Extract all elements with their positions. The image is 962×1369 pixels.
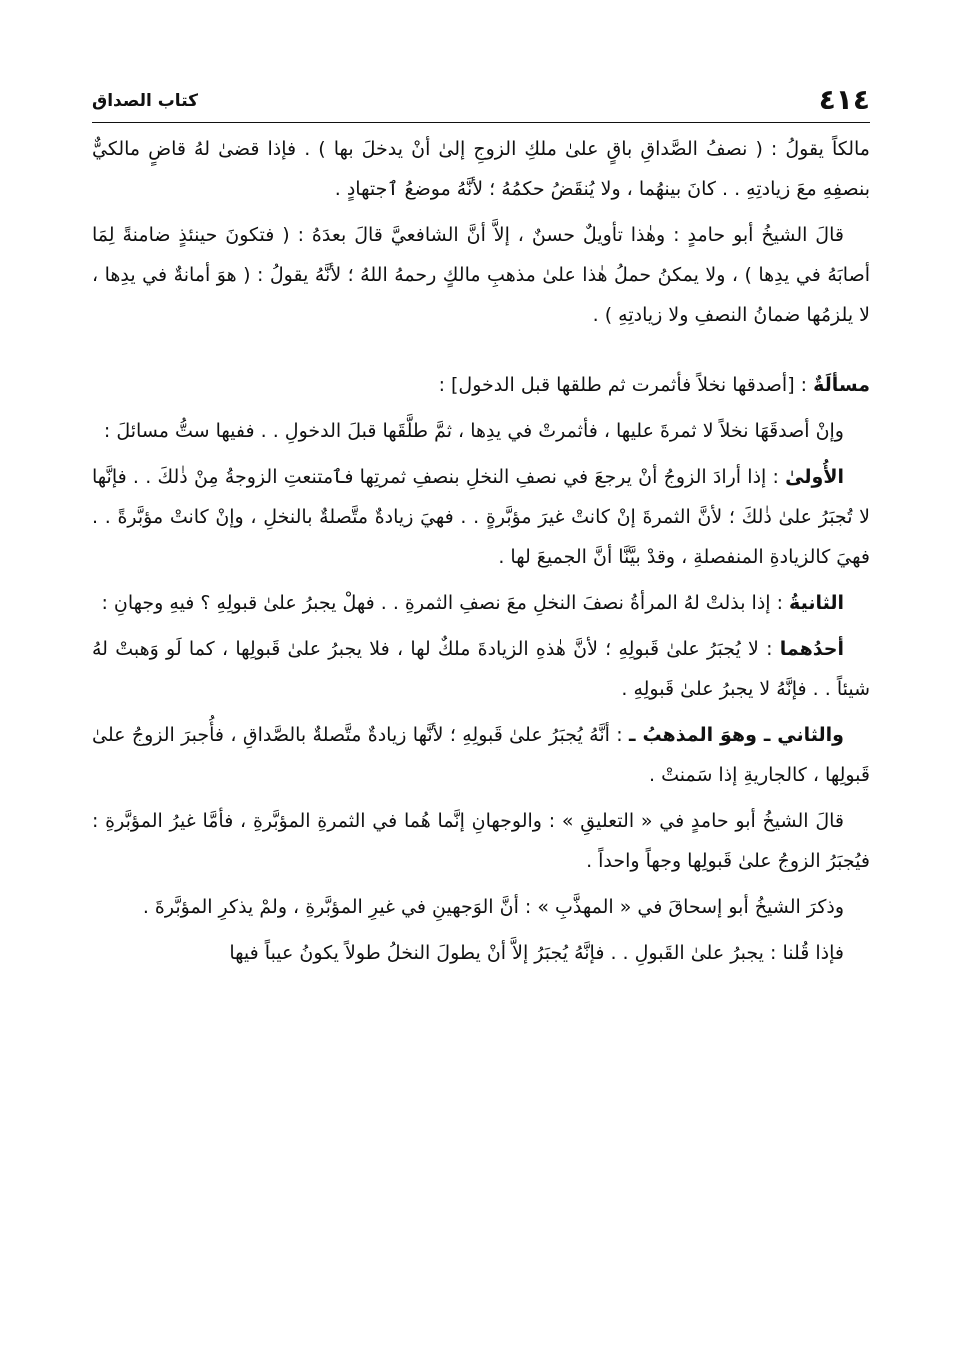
issue-heading-lead: مسألَةٌ bbox=[813, 374, 870, 396]
case-lead: الأُولىٰ bbox=[785, 466, 844, 488]
paragraph-text: وإنْ أصدقَهَا نخلاً لا ثمرةَ عليها ، فأثمرتْ في يدِها ، ثمَّ طلَّقَها قبلَ الدخولِ . . ففيها ستُّ مسائلَ : bbox=[103, 420, 844, 442]
paragraph-11 bbox=[92, 933, 870, 973]
paragraph-first-case bbox=[92, 457, 870, 577]
paragraph-second-case bbox=[92, 583, 870, 623]
issue-heading-text: : [أصدقها نخلاً فأثمرت ثم طلقها قبل الدخول] : bbox=[438, 374, 814, 396]
view-lead: والثاني ـ وهوَ المذهبُ ـ bbox=[629, 724, 844, 746]
paragraph-2 bbox=[92, 215, 870, 335]
book-page bbox=[92, 78, 870, 1348]
paragraph-1 bbox=[92, 129, 870, 209]
paragraph-text: : أنَّهُ يُجبَرُ علىٰ قَبولِهِ ؛ لأنَّها زيادةٌ متَّصلةٌ بالصَّداقِ ، فأُجبرَ الزوجُ علىٰ قَبولِها ، كالجاريةِ إذا سَمنتْ . bbox=[92, 724, 870, 786]
page-number: ٤١٤ bbox=[818, 83, 870, 116]
paragraph-text: وذكرَ الشيخُ أبو إسحاقَ في « المهذَّبِ » : أنَّ الوَجهينِ في غيرِ المؤبَّرةِ ، ولمْ يذكرِ المؤبَّرةَ . bbox=[142, 896, 844, 918]
view-lead: أحدُهما bbox=[779, 638, 844, 660]
header-rule bbox=[92, 122, 870, 123]
paragraph-9 bbox=[92, 801, 870, 881]
paragraph-4 bbox=[92, 411, 870, 451]
paragraph-text: : إذا أرادَ الزوجُ أنْ يرجعَ في نصفِ النخلِ بنصفِ ثمرتِها فٱمتنعتِ الزوجةُ مِنْ ذٰلكَ . . فإنَّها لا تُجبَرُ علىٰ ذٰلكَ ؛ لأنَّ الثمرةَ إنْ كانتْ غيرَ مؤبَّرةٍ . . فهيَ زيادةٌ متَّصلةٌ بالنخلِ ، وإنْ كانتْ مؤبَّرةً . . فهيَ كالزيادةِ المنفصلةِ ، وقدْ بيَّنَّا أنَّ الجميعَ لها . bbox=[92, 466, 870, 568]
paragraph-text: قالَ الشيخُ أبو حامدٍ في « التعليقِ » : والوجهانِ إنَّما هُما في الثمرةِ المؤبَّرةِ ، فأمَّا غيرُ المؤبَّرةِ : فيُجبَرُ الزوجُ علىٰ قَبولِها وجهاً واحداً . bbox=[92, 810, 870, 872]
paragraph-text: قالَ الشيخُ أبو حامدٍ : وهٰذا تأويلٌ حسنٌ ، إلاَّ أنَّ الشافعيَّ قالَ بعدَهُ : ( فتكونَ حينئذٍ ضامنةً لِمَا أصابَهُ في يدِها ) ، ولا يمكنُ حملُ هٰذا علىٰ مذهبِ مالكٍ رحمهُ اللهُ ؛ لأنَّهُ يقولُ : ( هوَ أمانةٌ في يدِها ، لا يلزمُها ضمانُ النصفِ ولا زيادتِهِ ) . bbox=[92, 224, 870, 326]
paragraph-second-view bbox=[92, 715, 870, 795]
issue-heading bbox=[92, 365, 870, 405]
paragraph-text: فإذا قُلنا : يجبرُ علىٰ القَبولِ . . فإنَّهُ يُجبَرُ إلاَّ أنْ يطولَ النخلُ طولاً يكونُ عيباً فيها bbox=[229, 942, 844, 964]
paragraph-10 bbox=[92, 887, 870, 927]
paragraph-text: : إذا بذلتْ لهُ المرأةُ نصفَ النخلِ معَ نصفِ الثمرةِ . . فهلْ يجبرُ علىٰ قبولِهِ ؟ فيهِ وجهانِ : bbox=[101, 592, 790, 614]
running-header bbox=[92, 78, 870, 122]
paragraph-first-view bbox=[92, 629, 870, 709]
case-lead: الثانيةُ bbox=[789, 592, 844, 614]
paragraph-text: : لا يُجبَرُ علىٰ قَبولِهِ ؛ لأنَّ هٰذهِ الزيادةَ ملكٌ لها ، فلا يجبرُ علىٰ قَبولِها ، كما لَو وَهبتْ لهُ شيئاً . . فإنَّهُ لا يجبرُ علىٰ قَبولِهِ . bbox=[92, 638, 870, 700]
paragraph-text: مالكاً يقولُ : ( نصفُ الصَّداقِ باقٍ علىٰ ملكِ الزوجِ إلىٰ أنْ يدخلَ بها ) . فإذا قضىٰ لهُ قاضٍ مالكيٌّ بنصفِهِ معَ زيادتِهِ . . كانَ بينهُما ، ولا يُنقَضُ حكمُهُ ؛ لأنَّهُ موضعُ ٱجتهادٍ . bbox=[92, 138, 870, 200]
book-title: كتاب الصداق bbox=[92, 91, 199, 111]
